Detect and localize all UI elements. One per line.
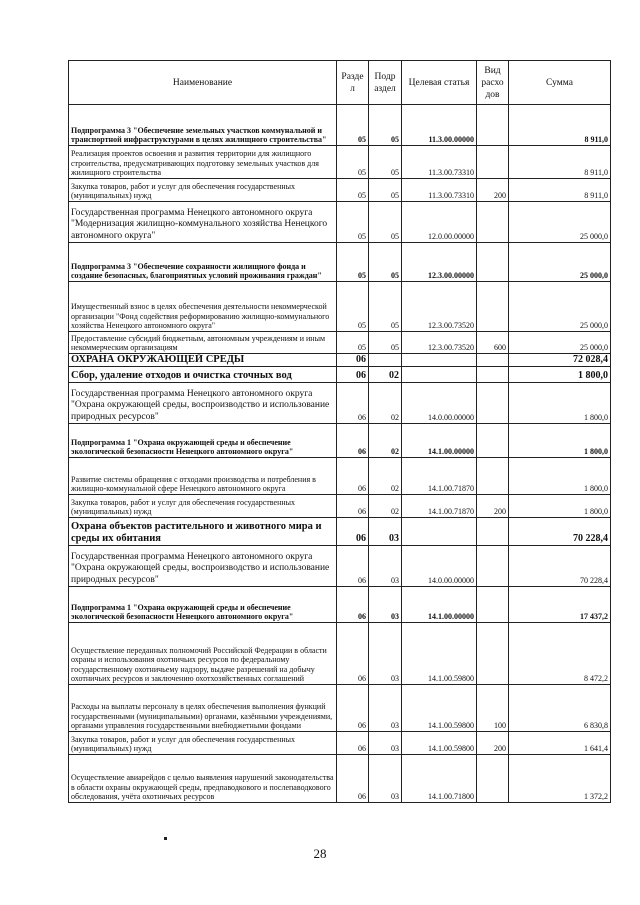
cell-vid — [477, 458, 509, 495]
cell-name: ОХРАНА ОКРУЖАЮЩЕЙ СРЕДЫ — [69, 354, 337, 367]
cell-name: Закупка товаров, работ и услуг для обеспечения государственных (муниципальных) нужд — [69, 732, 337, 755]
cell-vid: 200 — [477, 179, 509, 202]
table-row — [69, 383, 611, 424]
cell-name: Подпрограмма 1 "Охрана окружающей среды и обеспечение экологической безопасности Ненецкого автономного округа" — [69, 424, 337, 458]
cell-razdel: 06 — [337, 755, 369, 803]
header-podrazdel: Подр аздел — [369, 61, 402, 105]
table-row — [69, 424, 611, 458]
cell-razdel: 06 — [337, 458, 369, 495]
cell-vid — [477, 546, 509, 587]
table-row — [69, 623, 611, 685]
cell-vid: 200 — [477, 732, 509, 755]
cell-article: 14.1.00.00000 — [402, 587, 477, 623]
cell-vid — [477, 755, 509, 803]
table-row — [69, 282, 611, 332]
cell-podrazdel: 03 — [369, 623, 402, 685]
cell-sum: 72 028,4 — [509, 354, 611, 367]
cell-vid — [477, 282, 509, 332]
cell-sum: 1 800,0 — [509, 458, 611, 495]
cell-razdel: 06 — [337, 424, 369, 458]
header-sum: Сумма — [509, 61, 611, 105]
cell-razdel: 05 — [337, 105, 369, 146]
cell-razdel: 05 — [337, 243, 369, 282]
cell-podrazdel: 02 — [369, 383, 402, 424]
cell-article: 14.1.00.59800 — [402, 685, 477, 732]
cell-sum: 6 830,8 — [509, 685, 611, 732]
table-row — [69, 587, 611, 623]
cell-razdel: 05 — [337, 332, 369, 354]
cell-vid — [477, 424, 509, 458]
cell-podrazdel: 02 — [369, 424, 402, 458]
cell-article: 11.3.00.73310 — [402, 146, 477, 179]
cell-article: 14.0.00.00000 — [402, 546, 477, 587]
cell-podrazdel: 02 — [369, 458, 402, 495]
table-row — [69, 243, 611, 282]
cell-article: 11.3.00.73310 — [402, 179, 477, 202]
cell-podrazdel: 03 — [369, 755, 402, 803]
ink-dot — [164, 837, 167, 840]
cell-name: Осуществление авиарейдов с целью выявления нарушений законодательства в области охраны окружающей среды, предпаводкового и послепаводкового обследования, учёта охотничьих ресурсов — [69, 755, 337, 803]
cell-name: Подпрограмма 3 "Обеспечение сохранности жилищного фонда и создание безопасных, благоприятных условий проживания граждан" — [69, 243, 337, 282]
cell-sum: 70 228,4 — [509, 518, 611, 546]
cell-podrazdel: 05 — [369, 202, 402, 243]
cell-podrazdel: 05 — [369, 282, 402, 332]
cell-podrazdel: 05 — [369, 179, 402, 202]
cell-podrazdel — [369, 354, 402, 367]
cell-sum: 8 911,0 — [509, 146, 611, 179]
table-body — [69, 105, 611, 803]
cell-article — [402, 518, 477, 546]
table-row — [69, 495, 611, 518]
cell-sum: 25 000,0 — [509, 332, 611, 354]
header-name: Наименование — [69, 61, 337, 105]
cell-name: Охрана объектов растительного и животного мира и среды их обитания — [69, 518, 337, 546]
page-number: 28 — [313, 846, 327, 861]
cell-article: 11.3.00.00000 — [402, 105, 477, 146]
cell-sum: 1 800,0 — [509, 424, 611, 458]
cell-name: Осуществление переданных полномочий Российской Федерации в области охраны и использования охотничьих ресурсов по федеральному государственному охотничьему надзору, выдаче разрешений на добычу охотничьих ресурсов и заключению охотхозяйственных соглашений — [69, 623, 337, 685]
cell-article: 12.3.00.00000 — [402, 243, 477, 282]
cell-vid: 200 — [477, 495, 509, 518]
table-row — [69, 354, 611, 367]
cell-article: 14.1.00.00000 — [402, 424, 477, 458]
cell-vid — [477, 383, 509, 424]
cell-article — [402, 354, 477, 367]
table-row — [69, 332, 611, 354]
cell-article: 14.1.00.71870 — [402, 495, 477, 518]
table-row — [69, 518, 611, 546]
cell-article: 12.3.00.73520 — [402, 282, 477, 332]
cell-razdel: 06 — [337, 546, 369, 587]
cell-vid — [477, 354, 509, 367]
cell-sum: 1 800,0 — [509, 383, 611, 424]
cell-podrazdel: 05 — [369, 332, 402, 354]
cell-podrazdel: 05 — [369, 146, 402, 179]
cell-sum: 8 911,0 — [509, 179, 611, 202]
cell-name: Закупка товаров, работ и услуг для обеспечения государственных (муниципальных) нужд — [69, 495, 337, 518]
cell-vid — [477, 623, 509, 685]
cell-sum: 1 800,0 — [509, 495, 611, 518]
cell-name: Подпрограмма 3 "Обеспечение земельных участков коммунальной и транспортной инфраструктурами в целях жилищного строительства" — [69, 105, 337, 146]
table-row — [69, 458, 611, 495]
cell-name: Государственная программа Ненецкого автономного округа "Модернизация жилищно-коммунального хозяйства Ненецкого автономного округа" — [69, 202, 337, 243]
cell-podrazdel: 02 — [369, 495, 402, 518]
cell-name: Государственная программа Ненецкого автономного округа "Охрана окружающей среды, воспроизводство и использование природных ресурсов" — [69, 546, 337, 587]
cell-name: Реализация проектов освоения и развития территории для жилищного строительства, предусматривающих подготовку земельных участков для жилищного строительства — [69, 146, 337, 179]
cell-article: 14.1.00.71870 — [402, 458, 477, 495]
cell-name: Закупка товаров, работ и услуг для обеспечения государственных (муниципальных) нужд — [69, 179, 337, 202]
table-row — [69, 146, 611, 179]
cell-vid — [477, 243, 509, 282]
cell-podrazdel: 03 — [369, 546, 402, 587]
cell-name: Государственная программа Ненецкого автономного округа "Охрана окружающей среды, воспроизводство и использование природных ресурсов" — [69, 383, 337, 424]
header-razdel: Разде л — [337, 61, 369, 105]
cell-sum: 8 472,2 — [509, 623, 611, 685]
cell-sum: 17 437,2 — [509, 587, 611, 623]
table-row — [69, 105, 611, 146]
cell-sum: 25 000,0 — [509, 282, 611, 332]
cell-podrazdel: 05 — [369, 243, 402, 282]
cell-razdel: 05 — [337, 202, 369, 243]
cell-vid — [477, 202, 509, 243]
table-row — [69, 367, 611, 383]
cell-name: Развитие системы обращения с отходами производства и потребления в жилищно-коммунальной сфере Ненецкого автономного округа — [69, 458, 337, 495]
cell-razdel: 06 — [337, 495, 369, 518]
cell-article: 12.3.00.73520 — [402, 332, 477, 354]
cell-article: 14.1.00.71800 — [402, 755, 477, 803]
cell-podrazdel: 03 — [369, 685, 402, 732]
cell-razdel: 06 — [337, 587, 369, 623]
cell-article — [402, 367, 477, 383]
cell-razdel: 06 — [337, 685, 369, 732]
header-article: Целевая статья — [402, 61, 477, 105]
cell-vid — [477, 587, 509, 623]
cell-sum: 25 000,0 — [509, 202, 611, 243]
cell-name: Предоставление субсидий бюджетным, автономным учреждениям и иным некоммерческим организациям — [69, 332, 337, 354]
table-row — [69, 179, 611, 202]
cell-sum: 70 228,4 — [509, 546, 611, 587]
table-header-row — [69, 61, 611, 105]
cell-sum: 1 372,2 — [509, 755, 611, 803]
cell-vid: 100 — [477, 685, 509, 732]
cell-razdel: 06 — [337, 732, 369, 755]
cell-razdel: 06 — [337, 518, 369, 546]
cell-name: Подпрограмма 1 "Охрана окружающей среды и обеспечение экологической безопасности Ненецкого автономного округа" — [69, 587, 337, 623]
cell-name: Имущественный взнос в целях обеспечения деятельности некоммерческой организации "Фонд содействия реформированию жилищно-коммунального хозяйства Ненецкого автономного округа" — [69, 282, 337, 332]
cell-sum: 1 800,0 — [509, 367, 611, 383]
table-row — [69, 685, 611, 732]
cell-sum: 25 000,0 — [509, 243, 611, 282]
cell-sum: 8 911,0 — [509, 105, 611, 146]
cell-article: 14.1.00.59800 — [402, 623, 477, 685]
cell-vid — [477, 105, 509, 146]
cell-sum: 1 641,4 — [509, 732, 611, 755]
cell-vid — [477, 367, 509, 383]
cell-article: 14.0.00.00000 — [402, 383, 477, 424]
cell-podrazdel: 02 — [369, 367, 402, 383]
cell-podrazdel: 03 — [369, 518, 402, 546]
header-vid: Вид расхо дов — [477, 61, 509, 105]
cell-razdel: 06 — [337, 354, 369, 367]
cell-vid — [477, 146, 509, 179]
cell-podrazdel: 03 — [369, 732, 402, 755]
cell-razdel: 06 — [337, 367, 369, 383]
table-row — [69, 755, 611, 803]
budget-table — [68, 60, 611, 803]
cell-vid — [477, 518, 509, 546]
cell-article: 14.1.00.59800 — [402, 732, 477, 755]
cell-razdel: 05 — [337, 282, 369, 332]
table-row — [69, 546, 611, 587]
cell-name: Расходы на выплаты персоналу в целях обеспечения выполнения функций государственными (муниципальными) органами, казёнными учреждениями, органами управления государственными внебюджетными фондами — [69, 685, 337, 732]
cell-razdel: 06 — [337, 383, 369, 424]
cell-vid: 600 — [477, 332, 509, 354]
table-row — [69, 202, 611, 243]
table-row — [69, 732, 611, 755]
cell-podrazdel: 05 — [369, 105, 402, 146]
cell-name: Сбор, удаление отходов и очистка сточных вод — [69, 367, 337, 383]
cell-article: 12.0.00.00000 — [402, 202, 477, 243]
cell-razdel: 06 — [337, 623, 369, 685]
cell-razdel: 05 — [337, 179, 369, 202]
cell-razdel: 05 — [337, 146, 369, 179]
cell-podrazdel: 03 — [369, 587, 402, 623]
